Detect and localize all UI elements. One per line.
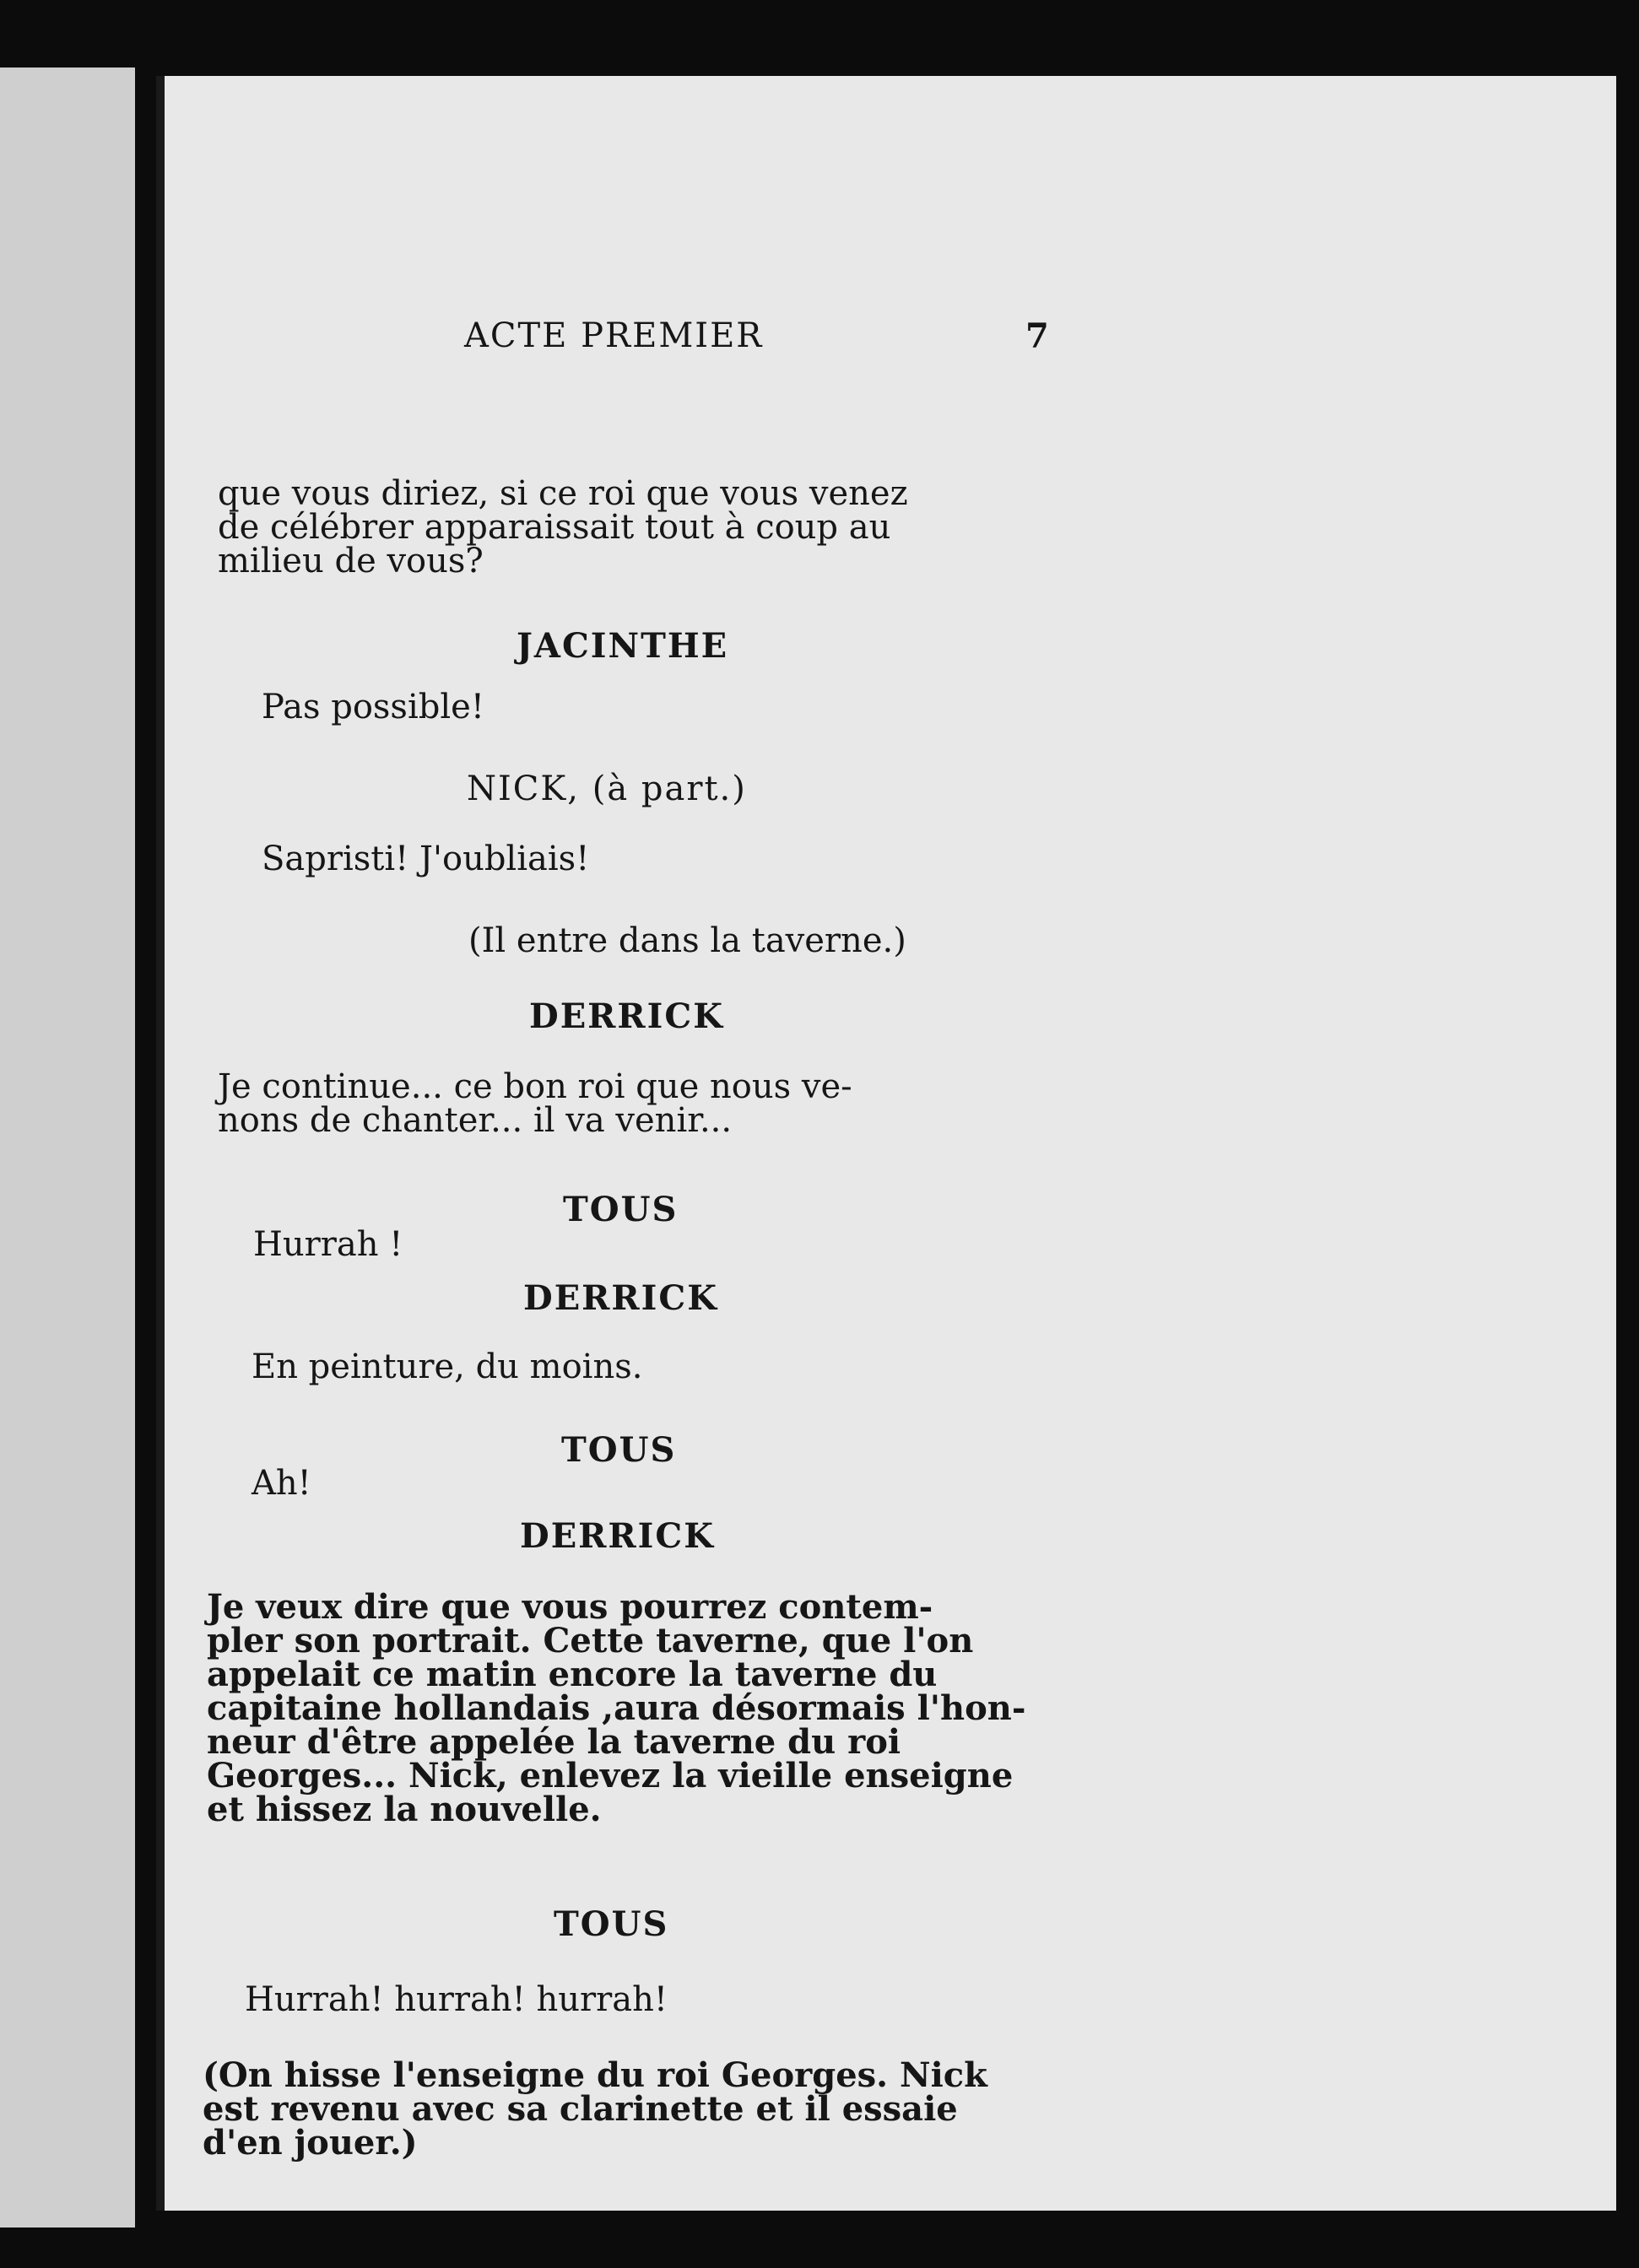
adjacent-page-edge [0, 68, 135, 2228]
stage-direction: (Il entre dans la taverne.) [468, 921, 906, 960]
dialogue-text: Sapristi! J'oubliais! [262, 840, 590, 878]
book-page [156, 76, 1616, 2211]
dialogue-text: En peinture, du moins. [252, 1347, 643, 1386]
running-head: ACTE PREMIER [464, 316, 764, 355]
speaker-name: TOUS [561, 1430, 677, 1470]
speaker-name: NICK, (à part.) [467, 770, 747, 808]
speaker-name: JACINTHE [517, 626, 729, 666]
speaker-name: DERRICK [520, 1516, 715, 1556]
speaker-name: DERRICK [523, 1278, 718, 1318]
dialogue-text: Je veux dire que vous pourrez contem- pler son portrait. Cette taverne, que l'on appelait ce matin encore la taverne du capitaine hollandais ,aura désormais l'hon- neur d'être appelée la taverne du roi Georges... Nick, enlevez la vieille enseigne et hissez la nouvelle. [207, 1587, 1026, 1829]
speaker-name: DERRICK [529, 996, 724, 1036]
dialogue-text: Ah! [252, 1464, 311, 1503]
stage-direction: (On hisse l'enseigne du roi Georges. Nick est revenu avec sa clarinette et il essaie d'en jouer.) [203, 2055, 987, 2163]
dialogue-text: Hurrah ! [253, 1225, 403, 1264]
dialogue-text: Hurrah! hurrah! hurrah! [245, 1980, 668, 2019]
speaker-name: TOUS [554, 1904, 669, 1944]
dialogue-text: Je continue... ce bon roi que nous ve- nons de chanter... il va venir... [218, 1067, 852, 1140]
dialogue-text: que vous diriez, si ce roi que vous venez de célébrer apparaissait tout à coup au milieu de vous? [218, 474, 908, 580]
page-number: 7 [1025, 316, 1051, 356]
dialogue-text: Pas possible! [262, 688, 484, 726]
speaker-name: TOUS [563, 1190, 679, 1229]
